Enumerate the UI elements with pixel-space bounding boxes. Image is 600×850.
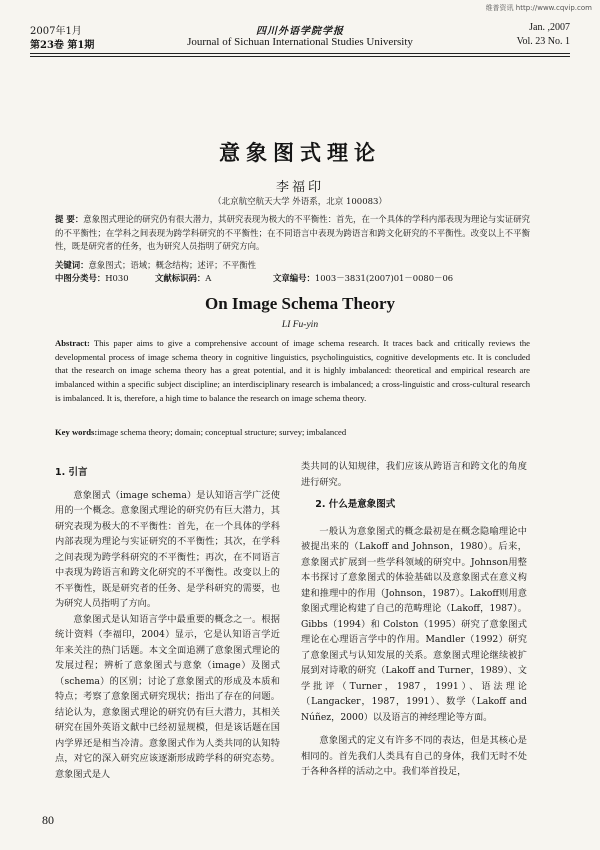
- header-journal-cn: 四川外语学院学报: [256, 26, 344, 37]
- abstract-en: [55, 337, 530, 406]
- running-header: [30, 22, 570, 64]
- header-volume-cn: 第23卷 第1期: [30, 40, 95, 51]
- watermark: 维普资讯 http://www.cqvip.com: [485, 4, 592, 12]
- header-volume-en: Vol. 23 No. 1: [516, 36, 570, 47]
- clc-label: 中图分类号：: [55, 273, 106, 283]
- header-rule-thin: [30, 56, 570, 57]
- section-2-heading: 2. 什么是意象图式: [315, 499, 396, 510]
- abstract-cn-text: 意象图式理论的研究仍有很大潜力，其研究表现为极大的不平衡性：首先，在一个具体的学科内部表现为理论与实证研究的不平衡性；在学科之间表现为跨学科研究的不平衡性；在不同语言中表现为跨语言和跨文化研究的不平衡性。改变以上不平衡性，既是研究者的任务，也为研究人员指明了研究方向。: [55, 214, 530, 252]
- article-title-cn: 意象图式理论: [219, 141, 381, 165]
- section-1-paragraph-1: 意象图式（image schema）是认知语言学广泛使用的一个概念。意象图式理论的研究仍有巨大潜力，其研究表现为极大的不平衡性：首先，在一个具体的学科内部表现为理论与实证研究的不平衡性；其次，在学科之间表现为跨学科研究的不平衡性；再次，在不同语言中表现为跨语言和跨文化研究的不平衡性。改变以上的不平衡性，既是研究者的任务、是学科研究的需要，也为研究人员指明了方向。: [55, 489, 280, 609]
- keywords-cn-text: 意象图式；语域；概念结构；述评；不平衡性: [88, 260, 256, 270]
- page-number: 80: [42, 813, 54, 827]
- keywords-en-text: image schema theory; domain; conceptual structure; survey; imbalanced: [97, 427, 347, 437]
- author-name-cn: 李福印: [275, 180, 324, 195]
- body-column-right: [301, 459, 527, 780]
- section-1-paragraph-2: 意象图式是认知语言学中最重要的概念之一。根据统计资料（李福印，2004）显示，它是认知语言学近年来关注的热门话题。本文全面追溯了意象图式理论的发展过程；辨析了意象图式与意象（image）及图式（schema）的区别；讨论了意象图式的形成及本质和特点；考察了意象图式研究现状；指出了存在的问题。结论认为，意象图式理论的研究仍有巨大潜力，其相关研究在国外英语文献中已经初显规模，但是该话题在国内学界还是相当冷清。意象图式作为人类共同的认知特点，对它的深入研究应该逐渐形成跨学科的研究态势。意象图式是人: [55, 613, 280, 780]
- abstract-en-label: Abstract:: [55, 338, 90, 348]
- section-2-paragraph-2: 意象图式的定义有许多不同的表达，但是其核心是相同的。首先我们人类具有自己的身体，我们无时不处于各种各样的活动之中。我们举首投足，: [301, 735, 527, 777]
- section-1-heading: 1. 引言: [55, 467, 88, 478]
- section-1-paragraph-2-continued: 类共同的认知规律，我们应该从跨语言和跨文化的角度进行研究。: [301, 461, 527, 488]
- abstract-cn-label: 提 要：: [55, 214, 84, 224]
- header-rule-thick: [30, 53, 570, 54]
- article-number-value: 1003－3831(2007)01－0080－06: [314, 273, 454, 283]
- body-column-left: [55, 465, 280, 782]
- author-affiliation-cn: （北京航空航天大学 外语系，北京 100083）: [213, 197, 387, 207]
- keywords-en-label: Key words:: [55, 427, 98, 437]
- keywords-en: [55, 426, 530, 439]
- keywords-cn-label: 关键词：: [55, 260, 89, 270]
- header-date-cn: 2007年1月: [30, 26, 82, 37]
- header-date-en: Jan. ,2007: [529, 22, 570, 33]
- section-2-paragraph-1: 一般认为意象图式的概念最初是在概念隐喻理论中被提出来的（Lakoff and Johnson，1980）。后来，意象图式扩展到一些学科领域的研究中。Johnson用整本书探讨了意象图式的体验基础以及意象图式在意义构建和推理中的作用（Johnson，1987）。Lakoff则用意象图式理论构建了自己的范畴理论（Lakoff，1987）。Gibbs（1994）和 Colston（1995）研究了意象图式理论在心理语言学中的作用。Mandler（1992）研究了意象图式与认知发展的关系。意象图式理论继续被扩展到对诗歌的研究（Lakoff and Turner，1989）、文学批评（Turner，1987，1991）、语法理论（Langacker，1987，1991）、数学（Lakoff and Núñez，2000）以及语言的神经理论等方面。: [301, 525, 527, 723]
- article-title-en: On Image Schema Theory: [205, 294, 395, 313]
- doc-code-value: A: [205, 273, 212, 283]
- keywords-cn: [55, 259, 530, 272]
- author-name-en: LI Fu-yin: [281, 320, 319, 330]
- clc-value: H030: [105, 273, 129, 283]
- article-number-label: 文章编号：: [273, 273, 315, 283]
- abstract-en-text: This paper aims to give a comprehensive account of image schema research. It traces back and critically reviews the developmental process of image schema theory in cognitive linguistics, psycholinguistics, cognitive developments etc. It is concluded that the research on image schema theory has a great potential, and it is highly imbalanced: theoretical and empirical research are imbalanced within a specific subject discipline; an interdisciplinary research is imbalanced; a cross-linguistic and cross-cultural research is imbalanced. It is, therefore, a high time to balance the research on image schema theory.: [55, 338, 530, 403]
- header-journal-en: Journal of Sichuan International Studies University: [187, 36, 413, 48]
- doc-code-label: 文献标识码：: [155, 273, 206, 283]
- abstract-cn: [55, 213, 530, 254]
